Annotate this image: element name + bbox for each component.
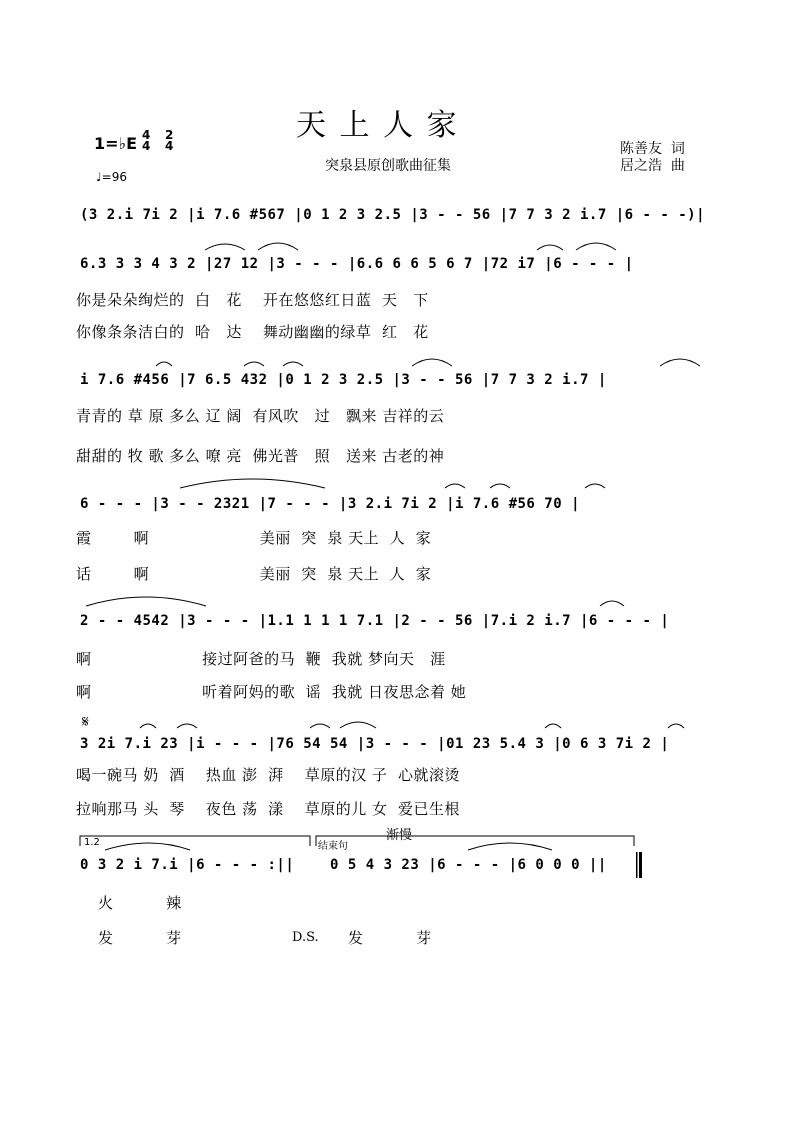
slur [310, 724, 330, 728]
slur [576, 243, 616, 250]
slur [537, 245, 563, 250]
lyric-line-7a: 火 辣 [98, 894, 182, 912]
slur [660, 359, 700, 366]
final-barline [639, 852, 642, 878]
slur [445, 484, 465, 488]
notation-line-7b: 0 5 4 3 23 |6 - - - |6 0 0 0 || [330, 857, 607, 873]
volta-bracket-2 [316, 836, 634, 846]
slur [585, 484, 605, 488]
notation-line-6: 3 2i 7.i 23 |i - - - |76 54 54 |3 - - - |01 23 5.4 3 |0 6 3 7i 2 | [80, 736, 670, 752]
lyric-line-6a: 喝一碗马 奶 酒 热血 澎 湃 草原的汉 子 心就滚烫 [76, 766, 461, 784]
slur [205, 244, 245, 250]
slur [600, 601, 624, 606]
notation-line-3: i 7.6 #456 |7 6.5 432 |0 1 2 3 2.5 |3 - - 56 |7 7 3 2 i.7 | [80, 372, 607, 388]
lyric-line-7c: 发 芽 [348, 929, 432, 947]
slur [490, 484, 510, 488]
slur [180, 479, 325, 488]
slur [177, 724, 197, 728]
lyric-line-2a: 你是朵朵绚烂的 白 花 开在悠悠红日蓝 天 下 [76, 291, 429, 309]
slur [468, 843, 552, 850]
lyric-line-4a: 霞 啊 美丽 突 泉 天上 人 家 [76, 529, 432, 547]
notation-line-1: (3 2.i 7i 2 |i 7.6 #567 |0 1 2 3 2.5 |3 - - 56 |7 7 3 2 i.7 |6 - - -)| [80, 207, 706, 223]
lyric-line-7b: 发 芽 [98, 929, 182, 947]
dal-segno-marking: D.S. [292, 930, 319, 945]
tempo-marking: ♩=96 [96, 170, 127, 184]
slur [340, 722, 376, 728]
lyric-line-2b: 你像条条洁白的 哈 达 舞动幽幽的绿草 红 花 [76, 323, 429, 341]
slur [156, 362, 172, 366]
final-barline [636, 852, 638, 878]
volta-bracket-1 [80, 836, 310, 846]
lyric-line-5a: 啊 接过阿爸的马 鞭 我就 梦向天 涯 [76, 650, 446, 668]
notation-line-4: 6 - - - |3 - - 2321 |7 - - - |3 2.i 7i 2 |i 7.6 #56 70 | [80, 496, 581, 512]
lyric-line-3b: 甜甜的 牧 歌 多么 嘹 亮 佛光普 照 送来 古老的神 [76, 447, 445, 465]
time-signature-4-4: 4 4 [142, 128, 151, 153]
song-title: 天 上 人 家 [296, 108, 459, 143]
slur [258, 243, 298, 250]
slur [105, 843, 190, 850]
slur [545, 724, 561, 728]
lyric-line-4b: 话 啊 美丽 突 泉 天上 人 家 [76, 565, 432, 583]
song-subtitle: 突泉县原创歌曲征集 [325, 158, 451, 174]
notation-line-7a: 0 3 2 i 7.i |6 - - - :|| [80, 857, 295, 873]
coda-label: 结束句 [318, 841, 348, 852]
key-signature: 1=♭E [94, 134, 138, 153]
segno-sign: 𝄋 [82, 712, 89, 731]
slur [86, 597, 206, 606]
ritardando-marking: 渐慢 [386, 828, 413, 843]
lyric-line-5b: 啊 听着阿妈的歌 谣 我就 日夜思念着 她 [76, 683, 467, 701]
slur [668, 724, 684, 728]
composer-credit: 居之浩 曲 [620, 158, 685, 174]
lyric-line-6b: 拉响那马 头 琴 夜色 荡 漾 草原的儿 女 爱已生根 [76, 800, 461, 818]
slur [283, 362, 303, 366]
slur [140, 724, 156, 728]
time-signature-2-4: 2 4 [165, 128, 174, 153]
notation-line-5: 2 - - 4542 |3 - - - |1.1 1 1 1 7.1 |2 - - 56 |7.i 2 i.7 |6 - - - | [80, 613, 670, 629]
notation-line-2: 6.3 3 3 4 3 2 |27 12 |3 - - - |6.6 6 6 5 6 7 |72 i7 |6 - - - | [80, 256, 634, 272]
slur [412, 359, 452, 366]
lyricist-credit: 陈善友 词 [620, 141, 685, 157]
volta-label: 1.2 [84, 837, 100, 848]
lyric-line-3a: 青青的 草 原 多么 辽 阔 有风吹 过 飘来 吉祥的云 [76, 407, 445, 425]
slur [244, 362, 264, 366]
